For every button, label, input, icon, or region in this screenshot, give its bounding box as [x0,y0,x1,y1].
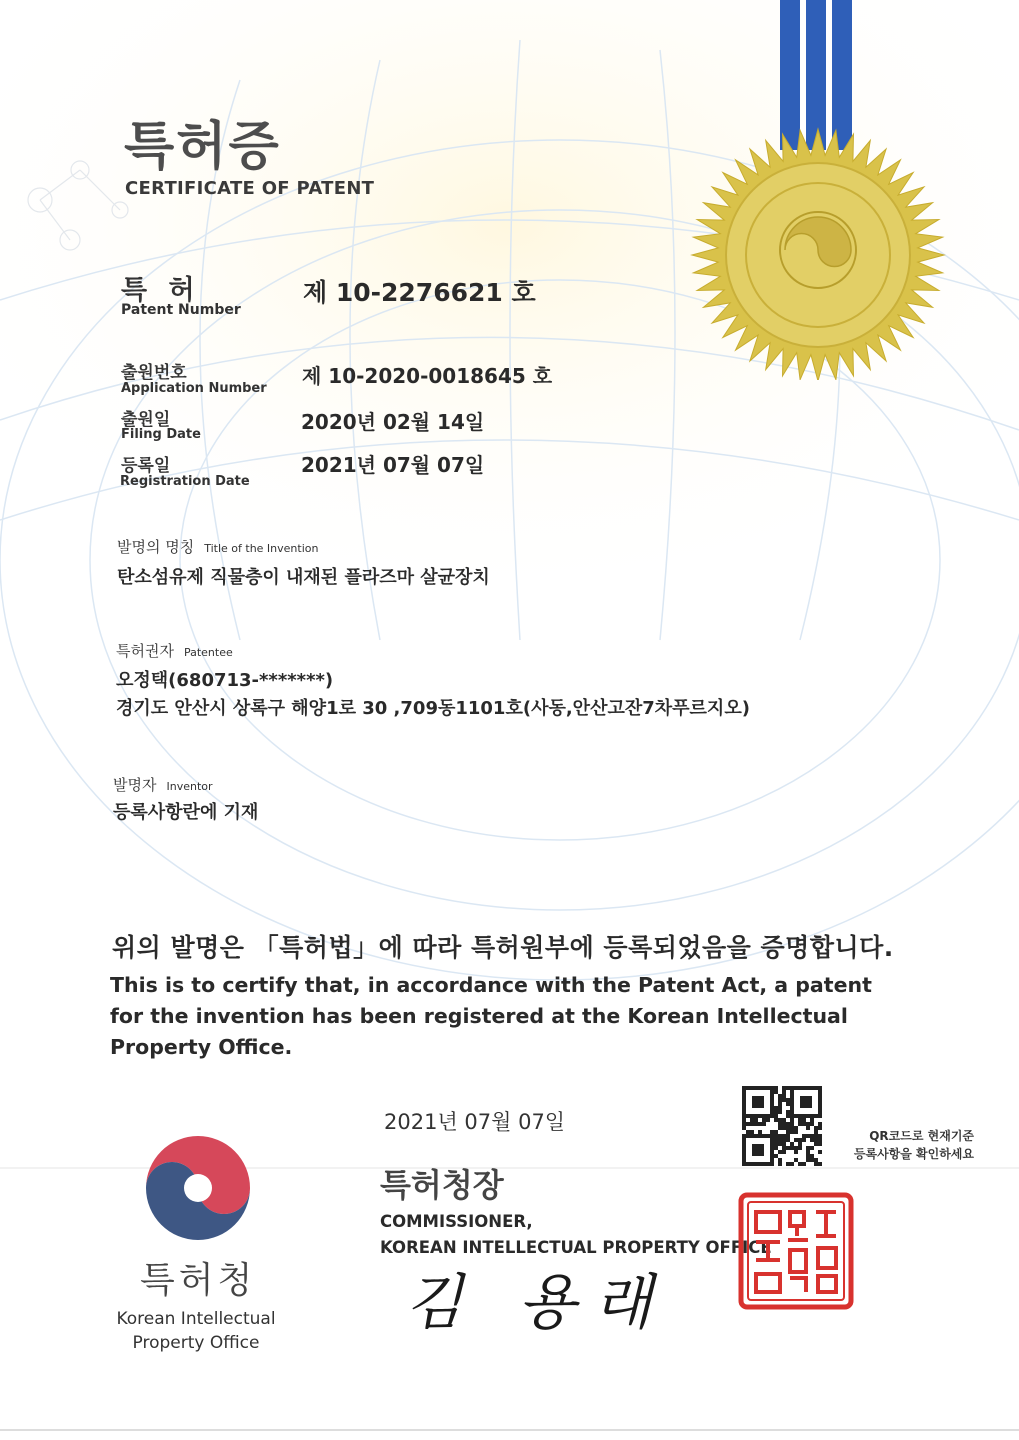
issue-date: 2021년 07월 07일 [384,1110,566,1134]
qr-note-line1: QR코드로 현재기준 [869,1129,974,1143]
certificate-title-ko: 특허증 [124,117,281,177]
application-number-label-ko: 출원번호 [121,363,187,383]
patentee-name: 오정택(680713-*******) [116,670,334,691]
patent-number-label-en: Patent Number [121,302,241,318]
qr-note [828,1127,974,1163]
commissioner-title-en [380,1209,772,1261]
invention-label [117,536,318,557]
filing-date-value: 2020년 02월 14일 [301,410,485,434]
certification-statement-ko: 위의 발명은 「특허법」에 따라 특허원부에 등록되었음을 증명합니다. [112,933,894,962]
inventor-value: 등록사항란에 기재 [113,802,259,823]
registration-date-label-ko: 등록일 [121,456,171,476]
filing-date-label-ko: 출원일 [121,410,171,430]
patentee-label [116,640,233,661]
patentee-label-ko: 특허권자 [116,642,174,660]
commissioner-title-ko: 특허청장 [380,1166,504,1204]
qr-note-line2: 등록사항을 확인하세요 [853,1147,974,1161]
filing-date-label-en: Filing Date [121,427,201,442]
invention-label-en: Title of the Invention [204,542,319,555]
patentee-label-en: Patentee [183,646,233,659]
certificate-title-en: CERTIFICATE OF PATENT [125,178,375,199]
registration-date-value: 2021년 07월 07일 [301,453,485,477]
commissioner-signature: 김 용래 [405,1268,670,1338]
registration-date-label-en: Registration Date [120,474,250,489]
patentee-address: 경기도 안산시 상록구 해양1로 30 ,709동1101호(사동,안산고잔7차푸르지오) [116,698,750,719]
office-name-ko: 특허청 [140,1260,257,1301]
application-number-value: 제 10-2020-0018645 호 [302,364,553,388]
patent-number-value: 제 10-2276621 호 [303,278,536,307]
inventor-label-en: Inventor [166,780,213,793]
kipo-logo-icon [136,1118,260,1242]
qr-code[interactable] [742,1086,822,1166]
office-name-en [108,1307,284,1355]
official-red-seal [738,1192,854,1310]
invention-label-ko: 발명의 명칭 [117,538,195,556]
application-number-label-en: Application Number [121,381,267,396]
office-name-en-line2: Property Office [132,1333,260,1353]
gold-medal-seal [690,0,950,380]
inventor-label [113,774,213,795]
certification-statement-en: This is to certify that, in accordance with the Patent Act, a patent for the invention has been registered at the Korean Intellectual Property Office. [110,973,872,1059]
commissioner-title-en-line2: KOREAN INTELLECTUAL PROPERTY OFFICE [380,1238,772,1257]
invention-title-value: 탄소섬유제 직물층이 내재된 플라즈마 살균장치 [117,567,490,588]
patent-number-label-ko: 특 허 [121,275,201,306]
inventor-label-ko: 발명자 [113,776,157,794]
office-name-en-line1: Korean Intellectual [116,1309,276,1329]
commissioner-title-en-line1: COMMISSIONER, [380,1212,533,1231]
